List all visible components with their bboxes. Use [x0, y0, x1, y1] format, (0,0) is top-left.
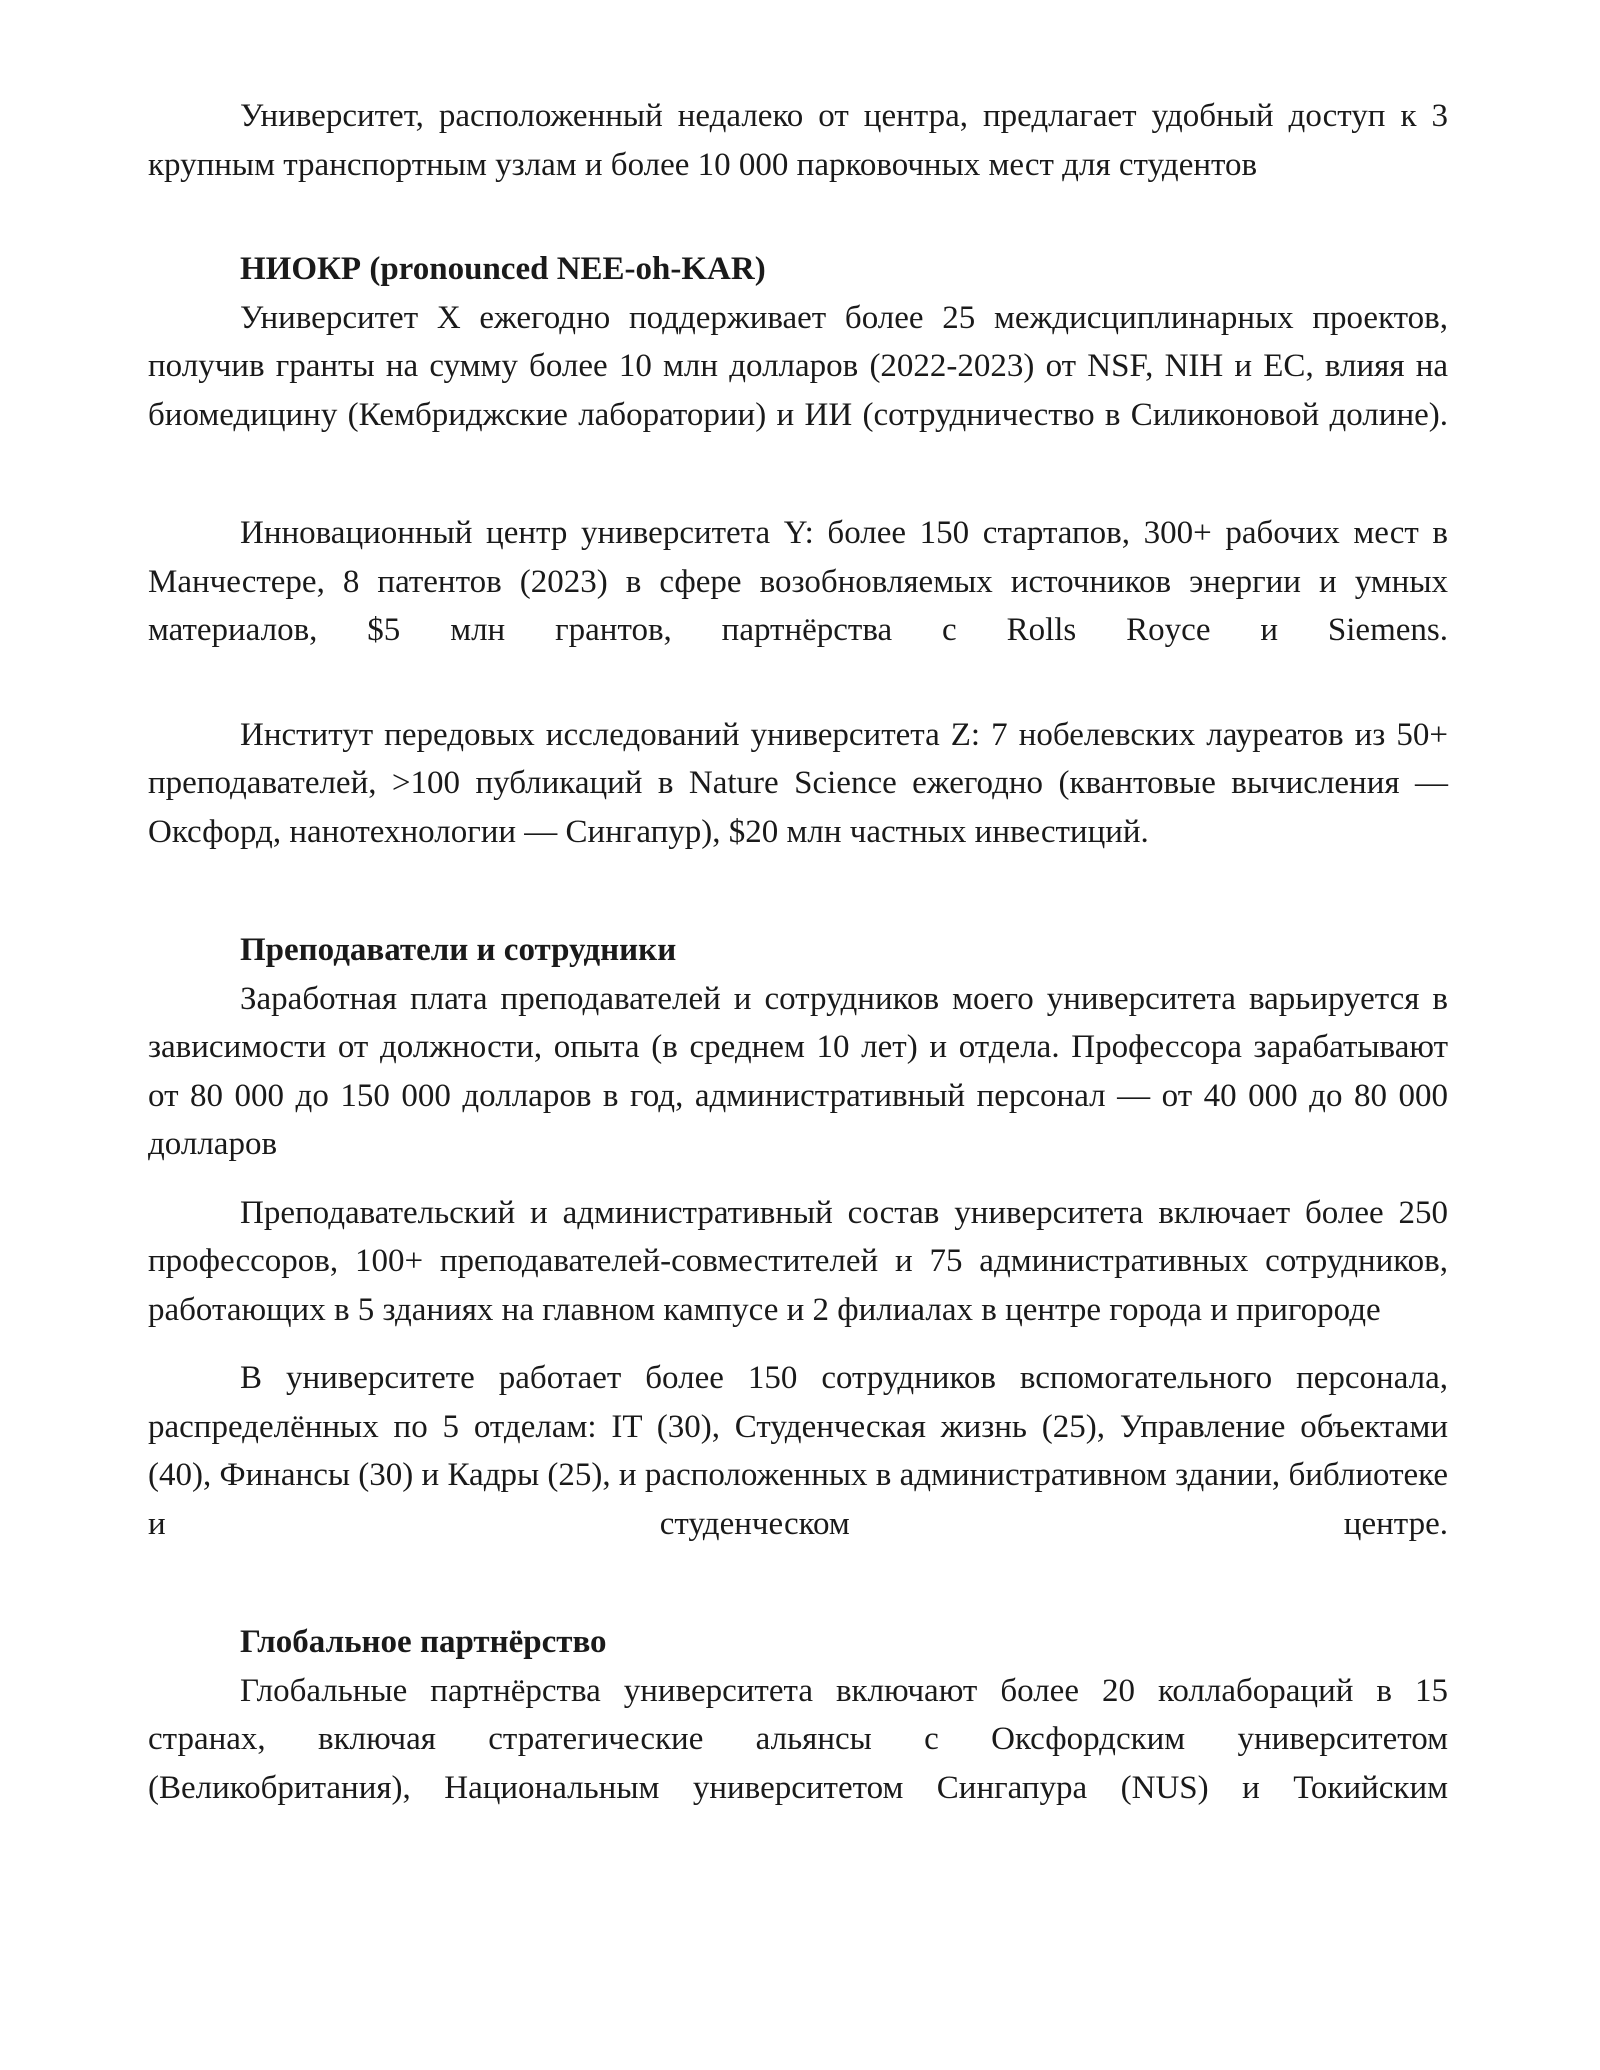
- document-page: [148, 92, 1448, 1812]
- paragraph-transport: Университет, расположенный недалеко от центра, предлагает удобный доступ к 3 крупным транспортным узлам и более 10 000 парковочных мест для студентов: [148, 98, 1448, 183]
- heading-research: НИОКР (pronounced NEE-oh-KAR): [240, 251, 766, 287]
- paragraph-staff-support: В университете работает более 150 сотрудников вспомогательного персонала, распределённых по 5 отделам: IT (30), Студенческая жизнь (25), Управление объектами (40), Финансы (30) и Кадры (25), и расположенных в административном здании, библиотеке и студенческом центре.: [148, 1360, 1448, 1542]
- paragraph-global-partnership: Глобальные партнёрства университета включают более 20 коллабораций в 15 странах, включая стратегические альянсы с Оксфордским университетом (Великобритания), Национальным университетом Сингапура (NUS) и Токийским: [148, 1672, 1448, 1806]
- paragraph-research-x: Университет X ежегодно поддерживает более 25 междисциплинарных проектов, получив гранты на сумму более 10 млн долларов (2022-2023) от NSF, NIH и ЕС, влияя на биомедицину (Кембриджские лаборатории) и ИИ (сотрудничество в Силиконовой долине).: [148, 299, 1448, 433]
- heading-global-partnership: Глобальное партнёрство: [240, 1624, 607, 1660]
- heading-staff: Преподаватели и сотрудники: [240, 932, 677, 968]
- paragraph-research-z: Институт передовых исследований университета Z: 7 нобелевских лауреатов из 50+ преподавателей, >100 публикаций в Nature Science ежегодно (квантовые вычисления — Оксфорд, нанотехнологии — Сингапур), $20 млн частных инвестиций.: [148, 716, 1448, 850]
- paragraph-research-y: Инновационный центр университета Y: более 150 стартапов, 300+ рабочих мест в Манчестере, 8 патентов (2023) в сфере возобновляемых источников энергии и умных материалов, $5 млн грантов, партнёрства с Rolls Royce и Siemens.: [148, 515, 1448, 648]
- paragraph-staff-composition: Преподавательский и административный состав университета включает более 250 профессоров, 100+ преподавателей-совместителей и 75 административных сотрудников, работающих в 5 зданиях на главном кампусе и 2 филиалах в центре города и пригороде: [148, 1194, 1448, 1328]
- paragraph-staff-salary: Заработная плата преподавателей и сотрудников моего университета варьируется в зависимости от должности, опыта (в среднем 10 лет) и отдела. Профессора зарабатывают от 80 000 до 150 000 долларов в год, административный персонал — от 40 000 до 80 000 долларов: [148, 980, 1448, 1162]
